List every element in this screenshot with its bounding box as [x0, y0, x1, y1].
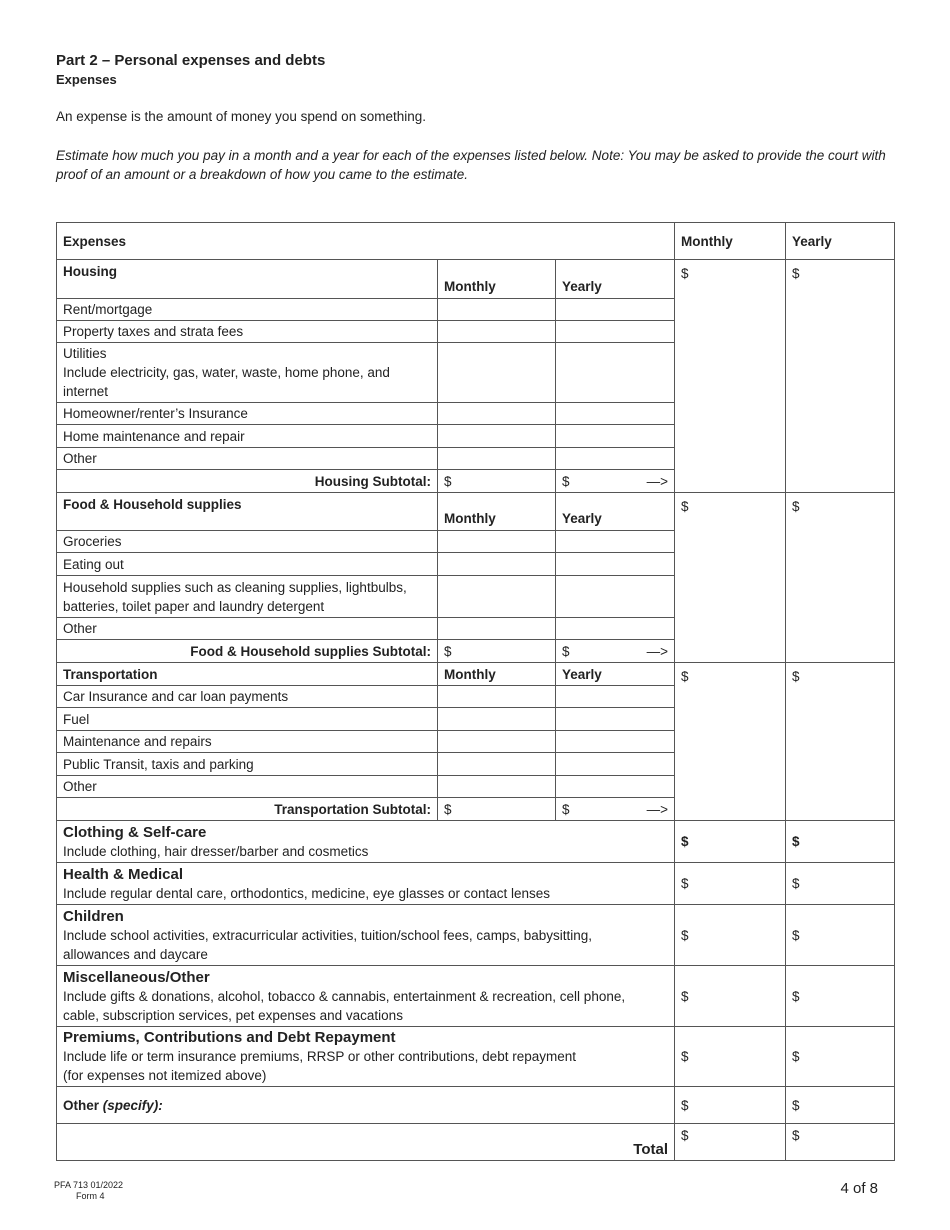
housing-yearly-label: Yearly [556, 260, 675, 299]
dollar-sign: $ [444, 801, 452, 817]
monthly-input[interactable] [438, 321, 556, 343]
children-desc: Include school activities, extracurricular activities, tuition/school fees, camps, babysitting, allowances and daycare [63, 927, 592, 962]
expense-label: Maintenance and repairs [57, 731, 438, 753]
yearly-input[interactable] [556, 553, 675, 576]
instruction-note: Estimate how much you pay in a month and a year for each of the expenses listed below. Note: You may be asked to provide the court with proof of an amount or a breakdown of how you came to the estimate. [56, 148, 886, 182]
yearly-input[interactable] [556, 425, 675, 448]
housing-yearly-total[interactable]: $ [786, 260, 895, 493]
housing-subtotal-monthly[interactable] [438, 470, 556, 493]
clothing-desc: Include clothing, hair dresser/barber and cosmetics [63, 843, 369, 859]
expense-label: Other [57, 618, 438, 640]
monthly-input[interactable] [438, 731, 556, 753]
monthly-input[interactable] [438, 343, 556, 403]
food-monthly-label: Monthly [438, 493, 556, 531]
monthly-input[interactable] [438, 576, 556, 618]
yearly-input[interactable] [556, 686, 675, 708]
health-title: Health & Medical [63, 865, 184, 883]
food-subtotal-yearly[interactable] [556, 640, 675, 663]
premiums-yearly[interactable]: $ [786, 1027, 895, 1087]
yearly-input[interactable] [556, 343, 675, 403]
arrow-icon: —> [646, 473, 669, 489]
monthly-input[interactable] [438, 299, 556, 321]
yearly-input[interactable] [556, 531, 675, 553]
monthly-input[interactable] [438, 708, 556, 731]
part-title: Part 2 – Personal expenses and debts [56, 52, 326, 69]
expense-label: Groceries [57, 531, 438, 553]
housing-title: Housing [57, 260, 438, 299]
yearly-input[interactable] [556, 618, 675, 640]
yearly-input[interactable] [556, 299, 675, 321]
yearly-input[interactable] [556, 576, 675, 618]
misc-desc: Include gifts & donations, alcohol, tobacco & cannabis, entertainment & recreation, cell phone, cable, subscription services, pet expenses and vacations [63, 988, 626, 1023]
expense-label: Other [57, 448, 438, 470]
yearly-input[interactable] [556, 321, 675, 343]
monthly-input[interactable] [438, 618, 556, 640]
food-yearly-total[interactable]: $ [786, 493, 895, 663]
intro-text: An expense is the amount of money you spend on something. [56, 109, 426, 124]
food-subtotal-label: Food & Household supplies Subtotal: [57, 640, 438, 663]
yearly-input[interactable] [556, 776, 675, 798]
housing-monthly-label: Monthly [438, 260, 556, 299]
monthly-input[interactable] [438, 403, 556, 425]
premiums-desc-2: (for expenses not itemized above) [63, 1068, 267, 1083]
misc-yearly[interactable]: $ [786, 966, 895, 1027]
arrow-icon: —> [646, 643, 669, 659]
yearly-header: Yearly [786, 223, 895, 260]
dollar-sign: $ [562, 643, 570, 659]
expense-label: Utilities [63, 346, 107, 361]
transport-subtotal-monthly[interactable] [438, 798, 556, 821]
food-yearly-label: Yearly [556, 493, 675, 531]
expenses-header: Expenses [57, 223, 675, 260]
children-title: Children [63, 907, 124, 925]
form-name: Form 4 [76, 1191, 105, 1201]
expense-label: Other [57, 776, 438, 798]
other-cell[interactable] [57, 1087, 675, 1124]
form-footer [54, 1180, 123, 1202]
clothing-yearly[interactable]: $ [786, 821, 895, 863]
dollar-sign: $ [562, 473, 570, 489]
yearly-input[interactable] [556, 403, 675, 425]
food-subtotal-monthly[interactable] [438, 640, 556, 663]
expense-label: Car Insurance and car loan payments [57, 686, 438, 708]
food-title: Food & Household supplies [57, 493, 438, 531]
monthly-input[interactable] [438, 776, 556, 798]
yearly-input[interactable] [556, 753, 675, 776]
premiums-desc: Include life or term insurance premiums, RRSP or other contributions, debt repayment [63, 1049, 576, 1064]
monthly-input[interactable] [438, 531, 556, 553]
expense-label: Home maintenance and repair [57, 425, 438, 448]
yearly-input[interactable] [556, 708, 675, 731]
housing-monthly-total[interactable]: $ [675, 260, 786, 493]
children-yearly[interactable]: $ [786, 905, 895, 966]
children-cell [57, 905, 675, 966]
food-monthly-total[interactable]: $ [675, 493, 786, 663]
premiums-cell [57, 1027, 675, 1087]
expense-label: Fuel [57, 708, 438, 731]
health-desc: Include regular dental care, orthodontics, medicine, eye glasses or contact lenses [63, 885, 551, 901]
expense-label: Rent/mortgage [57, 299, 438, 321]
dollar-sign: $ [444, 473, 452, 489]
other-specify: (specify): [102, 1097, 163, 1113]
premiums-monthly[interactable]: $ [675, 1027, 786, 1087]
clothing-cell [57, 821, 675, 863]
transport-yearly-total[interactable]: $ [786, 663, 895, 821]
total-label: Total [57, 1124, 675, 1161]
clothing-title: Clothing & Self-care [63, 823, 207, 841]
transport-subtotal-yearly[interactable] [556, 798, 675, 821]
misc-monthly[interactable]: $ [675, 966, 786, 1027]
monthly-input[interactable] [438, 425, 556, 448]
monthly-input[interactable] [438, 448, 556, 470]
expense-label: Property taxes and strata fees [57, 321, 438, 343]
premiums-title: Premiums, Contributions and Debt Repayment [63, 1029, 396, 1046]
dollar-sign: $ [444, 643, 452, 659]
utilities-cell [57, 343, 438, 403]
misc-cell [57, 966, 675, 1027]
arrow-icon: —> [646, 801, 669, 817]
yearly-input[interactable] [556, 731, 675, 753]
health-yearly[interactable]: $ [786, 863, 895, 905]
transport-subtotal-label: Transportation Subtotal: [57, 798, 438, 821]
yearly-input[interactable] [556, 448, 675, 470]
page-number: 4 of 8 [840, 1180, 878, 1197]
expenses-table [56, 222, 895, 1161]
housing-subtotal-yearly[interactable] [556, 470, 675, 493]
other-monthly[interactable]: $ [675, 1087, 786, 1124]
total-yearly[interactable]: $ [786, 1124, 895, 1161]
transport-title: Transportation [57, 663, 438, 686]
monthly-header: Monthly [675, 223, 786, 260]
dollar-sign: $ [562, 801, 570, 817]
total-monthly[interactable]: $ [675, 1124, 786, 1161]
other-title: Other [63, 1097, 100, 1113]
monthly-input[interactable] [438, 686, 556, 708]
children-monthly[interactable]: $ [675, 905, 786, 966]
housing-subtotal-label: Housing Subtotal: [57, 470, 438, 493]
other-yearly[interactable]: $ [786, 1087, 895, 1124]
misc-title: Miscellaneous/Other [63, 968, 210, 986]
expense-label: Public Transit, taxis and parking [57, 753, 438, 776]
expense-label: Homeowner/renter’s Insurance [57, 403, 438, 425]
monthly-input[interactable] [438, 753, 556, 776]
transport-monthly-label: Monthly [438, 663, 556, 686]
transport-monthly-total[interactable]: $ [675, 663, 786, 821]
expense-desc: Include electricity, gas, water, waste, home phone, and internet [63, 365, 390, 399]
clothing-monthly[interactable]: $ [675, 821, 786, 863]
expense-label: Eating out [57, 553, 438, 576]
expense-label: Household supplies such as cleaning supplies, lightbulbs, batteries, toilet paper and laundry detergent [57, 576, 438, 618]
monthly-input[interactable] [438, 553, 556, 576]
health-cell [57, 863, 675, 905]
transport-yearly-label: Yearly [556, 663, 675, 686]
health-monthly[interactable]: $ [675, 863, 786, 905]
form-code: PFA 713 01/2022 [54, 1180, 124, 1190]
section-subtitle: Expenses [56, 72, 117, 87]
